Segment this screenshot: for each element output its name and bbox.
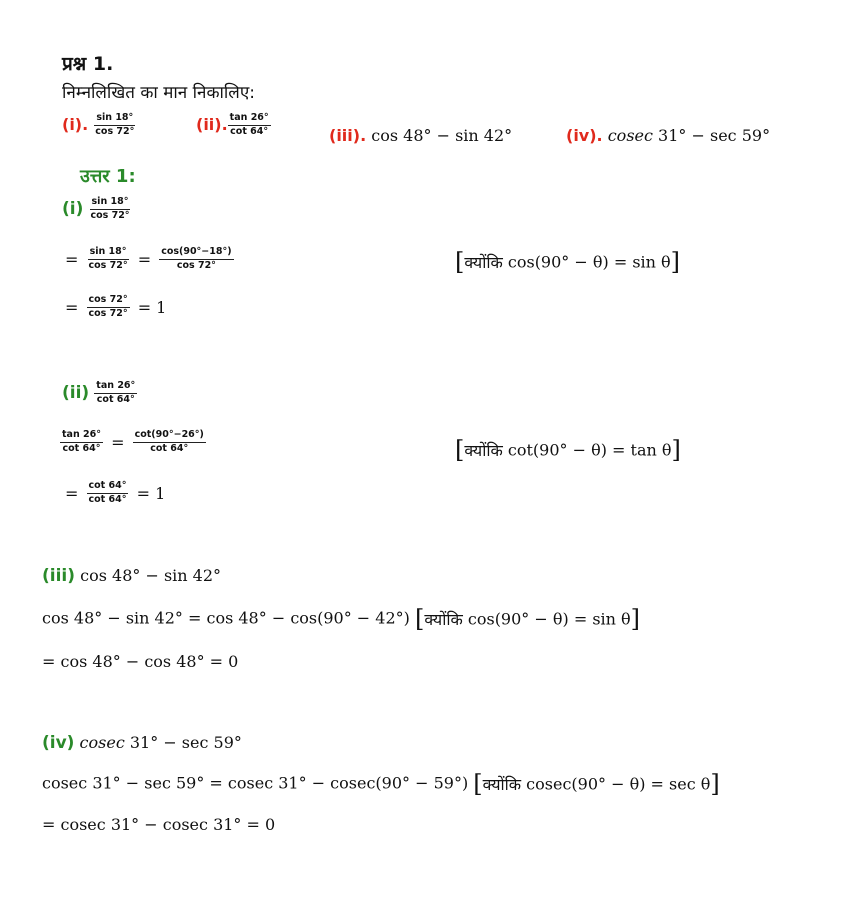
question-part-iii [329, 126, 512, 145]
solution-iv-question [42, 733, 242, 753]
equals-sign: = [65, 249, 79, 269]
answer-heading: उत्तर 1: [80, 166, 136, 187]
fraction [94, 381, 137, 406]
numerator: cot(90°−26°) [133, 430, 206, 443]
part-label: (ii). [196, 114, 228, 134]
equation: cos 48° − sin 42° = cos 48° − cos(90° − 42°) [42, 608, 410, 628]
expression: 31° − sec 59° [124, 733, 242, 752]
denominator: cot 64° [88, 493, 127, 505]
fraction [87, 295, 130, 320]
fraction [87, 481, 129, 506]
denominator: cot 64° [96, 393, 135, 405]
question-part-ii [196, 113, 271, 138]
reason-formula: cosec(90° − θ) = sec θ [521, 774, 711, 794]
reason-word: क्योंकि [424, 610, 463, 629]
solution-iii-line1 [42, 605, 640, 633]
reason-word: क्योंकि [464, 253, 503, 272]
denominator: cot 64° [62, 442, 101, 454]
equals-sign: = [111, 432, 125, 452]
fraction [159, 247, 233, 272]
fraction [93, 113, 136, 138]
solution-i-line1 [62, 247, 234, 272]
equals-sign: = [65, 483, 79, 503]
instruction-text: निम्नलिखित का मान निकालिए: [62, 83, 255, 103]
solution-label: (iv) [42, 733, 75, 753]
expression-cosec: cosec [79, 733, 125, 752]
bracket-close-icon: ] [671, 436, 681, 464]
numerator: cot 64° [87, 481, 129, 494]
equals-sign: = [137, 249, 152, 269]
equation: cosec 31° − sec 59° = cosec 31° − cosec(90° − 59°) [42, 773, 469, 793]
numerator: cos 72° [87, 295, 130, 308]
solution-iii-question [42, 566, 221, 586]
numerator: tan 26° [94, 381, 137, 394]
solution-label: (iii) [42, 566, 76, 586]
solution-ii-reason [455, 436, 681, 464]
fraction [88, 197, 131, 222]
solution-ii-question [62, 381, 137, 406]
expression: cos 48° − sin 42° [80, 566, 222, 585]
equals-sign: = [65, 297, 79, 317]
denominator: cos 72° [88, 307, 128, 319]
expression: cos 48° − sin 42° [371, 126, 513, 145]
reason-formula: cos(90° − θ) = sin θ [502, 252, 671, 272]
bracket-open-icon: [ [455, 248, 465, 276]
part-label: (iv). [566, 126, 603, 145]
equation: = cos 48° − cos 48° = 0 [42, 652, 239, 671]
solution-label: (i) [62, 198, 84, 219]
denominator: cos 72° [88, 259, 128, 271]
question-part-iv [566, 126, 770, 145]
solution-ii-line1 [60, 430, 206, 455]
bracket-open-icon: [ [455, 436, 465, 464]
result: = 1 [137, 297, 167, 317]
part-label: (iii). [329, 126, 367, 145]
denominator: cos 72° [176, 259, 216, 271]
solution-label: (ii) [62, 382, 90, 403]
question-heading: प्रश्न 1. [62, 53, 114, 75]
expression-cosec: cosec [607, 126, 653, 145]
reason-word: क्योंकि [482, 775, 522, 794]
bracket-close-icon: ] [670, 248, 681, 276]
numerator: tan 26° [60, 430, 103, 443]
equation: = cosec 31° − cosec 31° = 0 [42, 815, 276, 834]
reason-word: क्योंकि [464, 441, 503, 460]
part-label: (i). [62, 114, 89, 134]
solution-iv-line1 [42, 770, 720, 798]
denominator: cot 64° [230, 125, 269, 137]
bracket-open-icon: [ [415, 605, 425, 633]
numerator: tan 26° [228, 113, 271, 126]
question-part-i [62, 113, 136, 138]
reason-formula: cos(90° − θ) = sin θ [462, 609, 631, 629]
fraction [133, 430, 206, 455]
solution-iii-line2 [42, 652, 238, 671]
bracket-close-icon: ] [710, 770, 720, 798]
denominator: cos 72° [90, 209, 130, 221]
solution-ii-line2 [62, 481, 168, 506]
bracket-close-icon: ] [630, 605, 641, 633]
fraction [228, 113, 271, 138]
fraction [60, 430, 103, 455]
solution-i-question [62, 197, 132, 222]
denominator: cos 72° [95, 125, 135, 137]
numerator: sin 18° [94, 113, 135, 126]
expression: 31° − sec 59° [652, 126, 771, 145]
numerator: sin 18° [90, 197, 131, 210]
denominator: cot 64° [150, 442, 189, 454]
numerator: cos(90°−18°) [159, 247, 233, 260]
fraction [87, 247, 130, 272]
solution-i-line2 [62, 295, 169, 320]
numerator: sin 18° [88, 247, 129, 260]
solution-i-reason [455, 248, 680, 276]
bracket-open-icon: [ [473, 770, 483, 798]
reason-formula: cot(90° − θ) = tan θ [502, 440, 672, 460]
result: = 1 [136, 483, 166, 503]
solution-iv-line2 [42, 815, 275, 834]
